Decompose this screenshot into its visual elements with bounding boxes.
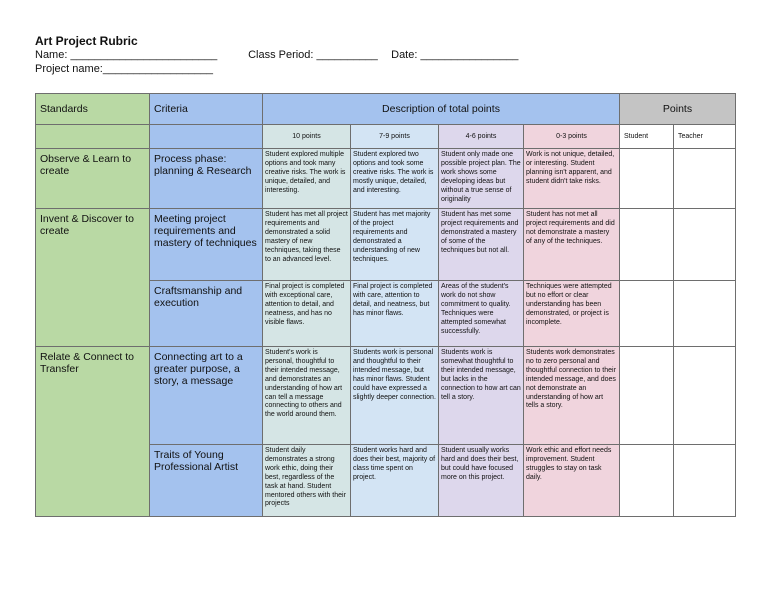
criteria-cell: Meeting project requirements and mastery of techniques xyxy=(150,209,263,281)
teacher-score-cell[interactable] xyxy=(674,347,736,445)
student-score-cell[interactable] xyxy=(620,281,674,347)
student-points-header: Student xyxy=(620,125,674,149)
standard-cell: Observe & Learn to create xyxy=(36,149,150,209)
points-header: Points xyxy=(620,94,736,125)
description-cell: Student works hard and does their best, majority of class time spent on project. xyxy=(351,445,439,517)
level-7-9-points: 7-9 points xyxy=(351,125,439,149)
table-row xyxy=(36,209,736,281)
name-date-line xyxy=(35,48,735,62)
criteria-subheader xyxy=(150,125,263,149)
student-score-cell[interactable] xyxy=(620,149,674,209)
description-cell: Student has met some project requirements and demonstrated a mastery of some of the techniques but not all. xyxy=(439,209,524,281)
project-name-field[interactable]: Project name:__________________ xyxy=(35,63,213,75)
description-cell: Student only made one possible project plan. The work shows some developing ideas but without a true sense of originality xyxy=(439,149,524,209)
teacher-points-header: Teacher xyxy=(674,125,736,149)
table-row xyxy=(36,347,736,445)
subheader-row xyxy=(36,125,736,149)
level-4-6-points: 4-6 points xyxy=(439,125,524,149)
teacher-score-cell[interactable] xyxy=(674,209,736,281)
header-row xyxy=(36,94,736,125)
criteria-cell: Traits of Young Professional Artist xyxy=(150,445,263,517)
class-period-field[interactable]: Class Period: __________ xyxy=(248,49,378,61)
description-cell: Student daily demonstrates a strong work ethic, doing their best, regardless of the task at hand. Student mentored others with their projects xyxy=(263,445,351,517)
description-cell: Final project is completed with exceptional care, attention to detail, and neatness, and has no visible flaws. xyxy=(263,281,351,347)
standards-header: Standards xyxy=(36,94,150,125)
description-cell: Student's work is personal, thoughtful to their intended message, and demonstrates an understanding of how art can tell a message connecting to others and the world around them. xyxy=(263,347,351,445)
description-cell: Work is not unique, detailed, or interesting. Student planning isn't apparent, and student didn't take risks. xyxy=(524,149,620,209)
teacher-score-cell[interactable] xyxy=(674,149,736,209)
date-field[interactable]: Date: ________________ xyxy=(391,49,519,61)
description-cell: Students work is somewhat thoughtful to their intended message, but lacks in the connection to how art can tell a story. xyxy=(439,347,524,445)
description-cell: Student has met majority of the project requirements and demonstrated a understanding of new techniques. xyxy=(351,209,439,281)
rubric-table xyxy=(35,93,736,517)
description-cell: Final project is completed with care, attention to detail, and neatness, but has minor flaws. xyxy=(351,281,439,347)
description-cell: Techniques were attempted but no effort or clear understanding has been demonstrated, or project is incomplete. xyxy=(524,281,620,347)
description-cell: Students work demonstrates no to zero personal and thoughtful connection to their intended message, and does not demonstrate an understanding of how art tells a story. xyxy=(524,347,620,445)
student-score-cell[interactable] xyxy=(620,347,674,445)
description-cell: Student explored multiple options and took many creative risks. The work is unique, detailed, and interesting. xyxy=(263,149,351,209)
description-cell: Student explored two options and took some creative risks. The work is mostly unique, detailed, and interesting. xyxy=(351,149,439,209)
criteria-header: Criteria xyxy=(150,94,263,125)
level-0-3-points: 0-3 points xyxy=(524,125,620,149)
description-cell: Students work is personal and thoughtful to their intended message, but has minor flaws. Student could have expressed a slightly deeper connection. xyxy=(351,347,439,445)
standard-cell: Invent & Discover to create xyxy=(36,209,150,347)
criteria-cell: Connecting art to a greater purpose, a story, a message xyxy=(150,347,263,445)
standards-subheader xyxy=(36,125,150,149)
description-cell: Student has not met all project requirements and did not demonstrate a mastery of any of the techniques. xyxy=(524,209,620,281)
criteria-cell: Craftsmanship and execution xyxy=(150,281,263,347)
criteria-cell: Process phase: planning & Research xyxy=(150,149,263,209)
student-score-cell[interactable] xyxy=(620,445,674,517)
student-score-cell[interactable] xyxy=(620,209,674,281)
teacher-score-cell[interactable] xyxy=(674,281,736,347)
description-cell: Areas of the student's work do not show commitment to quality. Techniques were attempted somewhat successfully. xyxy=(439,281,524,347)
name-field[interactable]: Name: ________________________ xyxy=(35,49,218,61)
description-cell: Student has met all project requirements and demonstrated a solid mastery of new techniques, taking these to an advanced level. xyxy=(263,209,351,281)
description-cell: Student usually works hard and does their best, but could have focused more on this project. xyxy=(439,445,524,517)
description-cell: Work ethic and effort needs improvement. Student struggles to stay on task daily. xyxy=(524,445,620,517)
table-row xyxy=(36,149,736,209)
standard-cell: Relate & Connect to Transfer xyxy=(36,347,150,517)
description-header: Description of total points xyxy=(263,94,620,125)
level-10-points: 10 points xyxy=(263,125,351,149)
rubric-header xyxy=(35,34,735,76)
page-title: Art Project Rubric xyxy=(35,34,138,48)
teacher-score-cell[interactable] xyxy=(674,445,736,517)
